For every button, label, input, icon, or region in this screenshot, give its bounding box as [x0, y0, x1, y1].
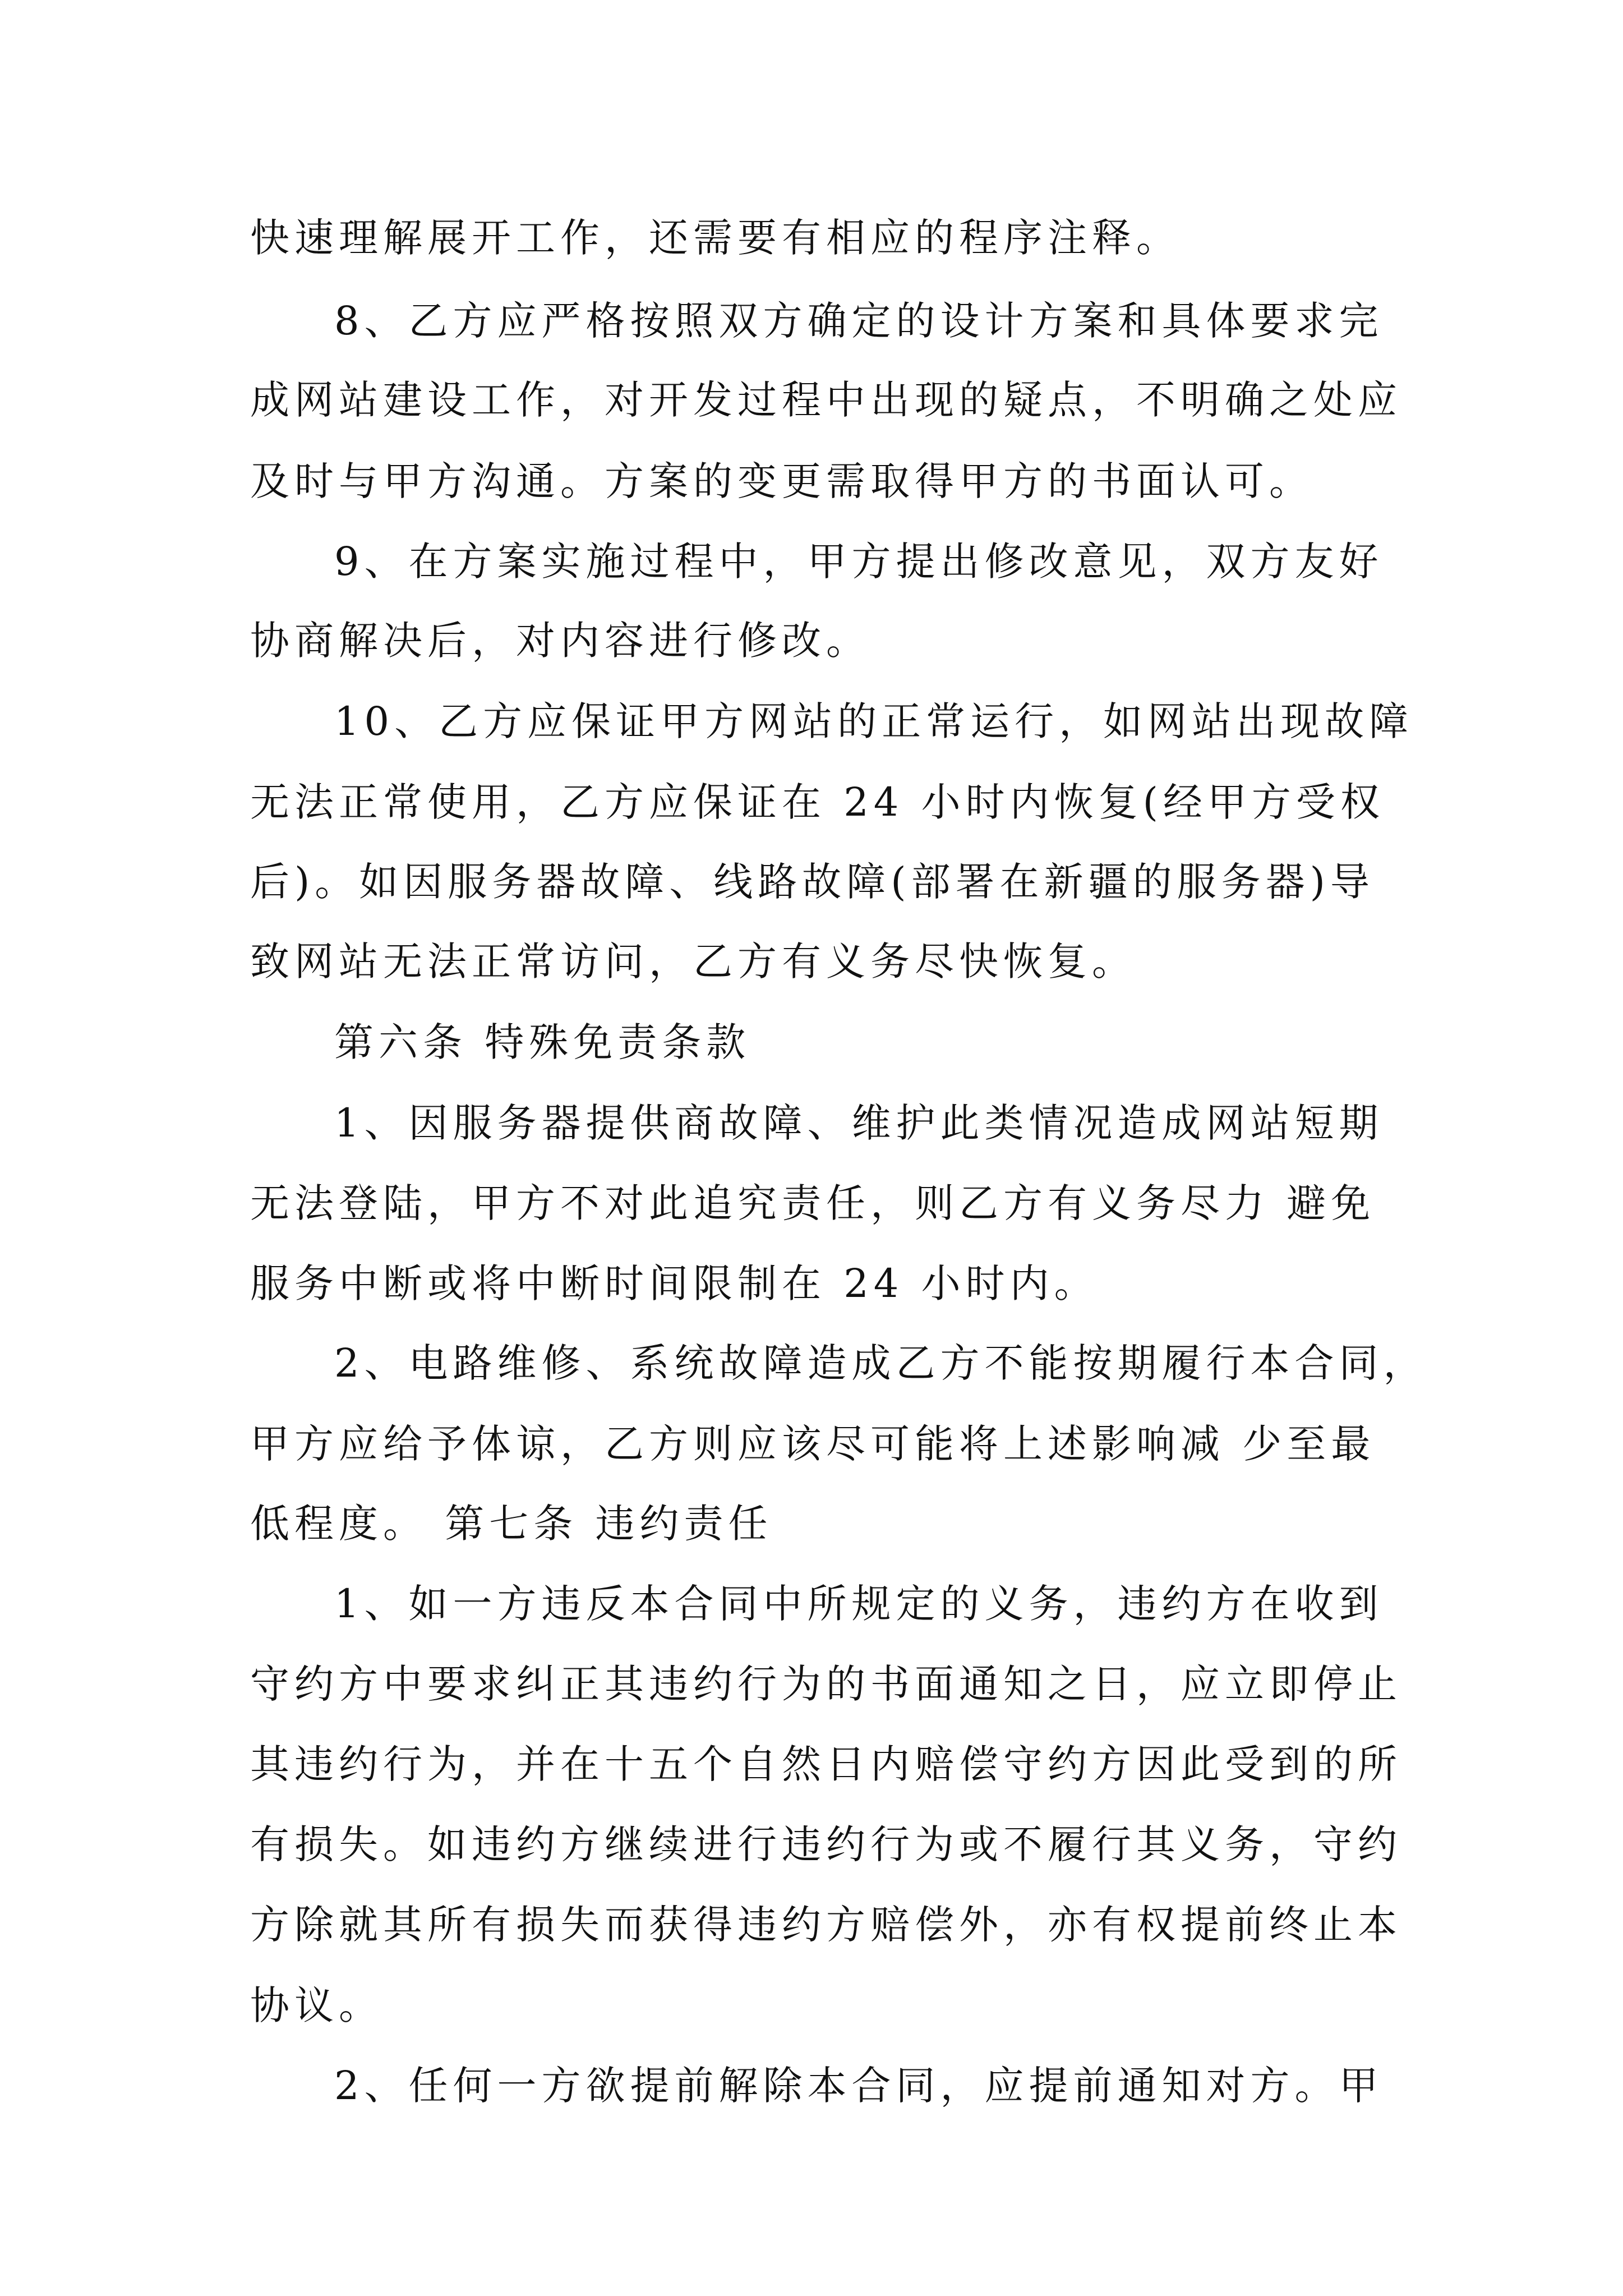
text-line: 快速理解展开工作，还需要有相应的程序注释。 [250, 215, 1181, 261]
text-line: 成网站建设工作，对开发过程中出现的疑点，不明确之处应 [250, 377, 1402, 423]
text-line: 8、乙方应严格按照双方确定的设计方案和具体要求完 [334, 298, 1384, 344]
text-line: 协议。 [250, 1982, 383, 2028]
text-line: 9、在方案实施过程中，甲方提出修改意见，双方友好 [334, 539, 1384, 585]
text-line: 1、因服务器提供商故障、维护此类情况造成网站短期 [334, 1100, 1384, 1146]
text-line: 协商解决后，对内容进行修改。 [250, 618, 870, 664]
text-line: 2、任何一方欲提前解除本合同，应提前通知对方。甲 [334, 2063, 1384, 2109]
text-line: 低程度。 第七条 违约责任 [250, 1501, 773, 1547]
text-line: 其违约行为，并在十五个自然日内赔偿守约方因此受到的所 [250, 1741, 1402, 1787]
text-line: 有损失。如违约方继续进行违约行为或不履行其义务，守约 [250, 1821, 1402, 1867]
text-line: 2、电路维修、系统故障造成乙方不能按期履行本合同， [334, 1340, 1428, 1386]
text-line: 无法登陆，甲方不对此追究责任，则乙方有义务尽力 避免 [250, 1180, 1376, 1226]
text-line: 10、乙方应保证甲方网站的正常运行，如网站出现故障 [334, 698, 1414, 744]
text-line: 后)。如因服务器故障、线路故障(部署在新疆的服务器)导 [250, 859, 1375, 905]
text-line: 及时与甲方沟通。方案的变更需取得甲方的书面认可。 [250, 458, 1313, 504]
section-heading: 第六条 特殊免责条款 [334, 1019, 751, 1065]
text-line: 甲方应给予体谅，乙方则应该尽可能将上述影响减 少至最 [250, 1421, 1376, 1467]
text-line: 方除就其所有损失而获得违约方赔偿外，亦有权提前终止本 [250, 1902, 1402, 1948]
text-line: 1、如一方违反本合同中所规定的义务，违约方在收到 [334, 1581, 1384, 1627]
text-line: 服务中断或将中断时间限制在 24 小时内。 [250, 1260, 1099, 1306]
text-line: 致网站无法正常访问，乙方有义务尽快恢复。 [250, 938, 1136, 984]
text-line: 守约方中要求纠正其违约行为的书面通知之日，应立即停止 [250, 1661, 1402, 1707]
text-line: 无法正常使用，乙方应保证在 24 小时内恢复(经甲方受权 [250, 779, 1385, 825]
